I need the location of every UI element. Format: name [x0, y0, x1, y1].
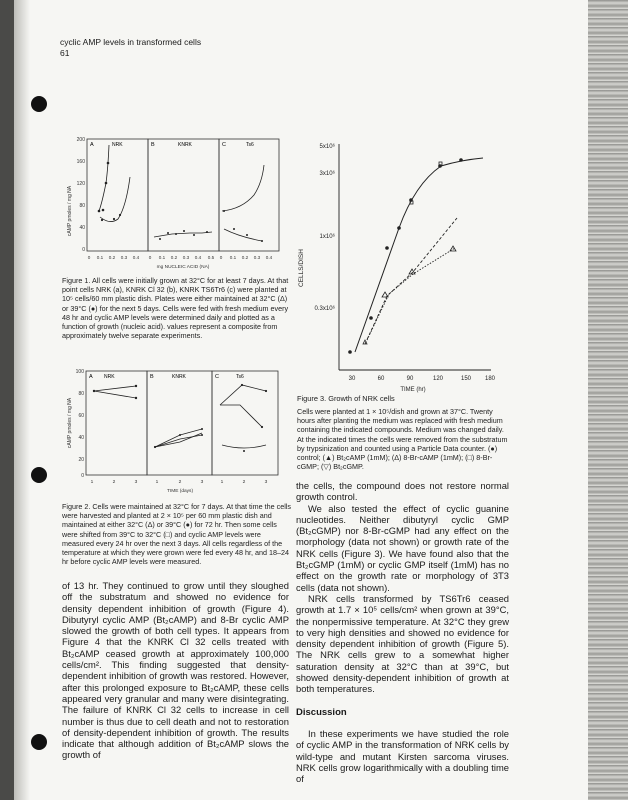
- fig2-panel-b-letter: B: [150, 374, 154, 380]
- fig2-ytick: 20: [78, 457, 84, 463]
- fig2-panel-a-frame: [86, 371, 147, 475]
- fig1-a-curve-32: [100, 177, 130, 222]
- fig3-ytick: 5x10⁶: [319, 144, 335, 150]
- right-body-paragraph-3: NRK cells transformed by TS6Tr6 ceased growth at 1.7 × 10⁵ cells/cm² when grown at 39°C, the nonpermissive temperature. At 32°C they grew to very high densities and showed no evidence for density dependent inhibition of growth (Figure 5). The NRK cells grew to a somewhat higher saturation density at 32°C than at 39°C, but showed density-dependent inhibition of growth at both temperatures.: [296, 592, 509, 695]
- fig3-ytick: 0.3x10⁶: [314, 306, 335, 312]
- fig1-panel-c-frame: [219, 139, 279, 251]
- fig3-treated-points: [363, 162, 456, 344]
- fig1-xtick: 0.1: [96, 255, 104, 260]
- fig1-ytick: 0: [82, 247, 85, 253]
- fig3-y-ticks: [315, 143, 336, 312]
- punch-hole-bottom: [31, 734, 47, 750]
- fig2-xtick: 3: [200, 480, 204, 485]
- fig2-a-line-2: [94, 391, 136, 398]
- punch-hole-top: [31, 96, 47, 112]
- figure-2-caption: Figure 2. Cells were maintained at 32°C for 7 days. At that time the cells were harvested and planted at 2 × 10⁵ per 60 mm plastic dish and maintained at either 32°C (Δ) or 39°C (●) for 72 hr. Then some cells were shifted from 39°C to 32°C (□) and cyclic AMP levels were measured every 24 hr over the next 3 days. All cells regardless of the temperature at which they were grown were fed every 48 hr, and 18–24 hr before cyclic AMP levels were measured.: [62, 502, 291, 567]
- running-title: cyclic AMP levels in transformed cells: [60, 37, 202, 47]
- fig3-x-ticks: [349, 376, 495, 382]
- right-body-paragraph-2: We also tested the effect of cyclic guanine nucleotides. Neither dibutyryl cyclic GMP (Bt₂cGMP) nor 8-Br-cGMP had any effect on the morphology (data not shown) or growth rate of the NRK cells (Figure 3). We have found also that the Bt₂cGMP (1mM) or cyclic GMP itself (1mM) has no effect on the growth rate or morphology of 3T3 cells (data not shown).: [296, 502, 509, 593]
- fig1-x-ticks: [88, 255, 273, 260]
- fig1-xtick: 0.3: [182, 255, 190, 260]
- fig2-xtick: 2: [112, 480, 116, 485]
- section-heading-discussion: Discussion: [296, 706, 347, 718]
- fig2-c-points: [241, 384, 267, 452]
- scan-left-shadow: [14, 0, 30, 800]
- fig1-xtick: 0: [148, 255, 152, 260]
- fig2-ytick: 40: [78, 435, 84, 441]
- fig3-xtick: 180: [484, 376, 495, 382]
- fig2-xtick: 3: [264, 480, 268, 485]
- fig2-ytick: 100: [75, 369, 84, 375]
- fig1-xlabel: mg NUCLEIC ACID (NA): [156, 265, 210, 270]
- fig1-xtick: 0.3: [253, 255, 261, 260]
- fig1-xtick: 0.4: [194, 255, 202, 260]
- fig2-panel-c-label: Ts6: [236, 374, 244, 380]
- fig1-xtick: 0.3: [120, 255, 128, 260]
- fig1-panel-a-letter: A: [90, 142, 94, 148]
- fig2-b-line-1: [155, 429, 202, 447]
- fig3-ytick: 1x10⁶: [319, 234, 335, 240]
- fig2-ylabel: cAMP pmoles / mg NA: [67, 397, 73, 449]
- punch-hole-middle: [31, 467, 47, 483]
- fig3-8br-camp-line: [367, 248, 455, 340]
- fig1-panel-c-label: Ts6: [246, 142, 254, 148]
- fig2-x-ticks: [91, 479, 268, 485]
- right-column-body: [296, 480, 509, 784]
- fig2-y-ticks: [76, 369, 85, 479]
- fig2-xtick: 1: [155, 480, 159, 485]
- fig3-ylabel: CELLS/DISH: [298, 249, 305, 287]
- fig1-ytick: 40: [79, 225, 85, 231]
- fig2-xtick: 1: [90, 480, 94, 485]
- fig1-panel-a-label: NRK: [112, 142, 123, 148]
- fig3-xlabel: TIME (hr): [400, 387, 426, 393]
- fig3-control-curve: [355, 158, 483, 352]
- fig3-ytick: 3x10⁶: [319, 171, 335, 177]
- fig1-b-curve: [154, 232, 212, 237]
- fig2-xtick: 1: [220, 480, 224, 485]
- figure-3-caption-title: Figure 3. Growth of NRK cells: [297, 394, 395, 403]
- fig1-xtick: 0.4: [265, 255, 273, 260]
- fig2-ytick: 60: [78, 413, 84, 419]
- fig2-xtick: 2: [242, 480, 246, 485]
- fig1-c-curve-39: [224, 229, 262, 241]
- fig1-c-points: [223, 210, 263, 242]
- fig3-xtick: 30: [348, 376, 356, 382]
- right-body-paragraph-1: the cells, the compound does not restore normal growth control.: [296, 480, 509, 503]
- fig3-xtick: 90: [406, 376, 414, 382]
- fig1-panel-b-letter: B: [151, 142, 155, 148]
- fig1-xtick: 0.2: [108, 255, 116, 260]
- fig2-c-line-1: [220, 385, 266, 405]
- fig1-xtick: 0.1: [158, 255, 166, 260]
- fig1-xtick: 0.1: [229, 255, 237, 260]
- fig3-xtick: 150: [460, 376, 472, 382]
- fig2-panel-b-label: KNRK: [172, 374, 186, 380]
- fig1-xtick: 0.5: [207, 255, 215, 260]
- fig2-a-line-1: [94, 386, 136, 391]
- fig1-ytick: 160: [76, 159, 85, 165]
- fig1-a-points: [98, 162, 121, 221]
- figure-3: [295, 138, 495, 396]
- fig2-panel-b-frame: [147, 371, 212, 475]
- fig1-xtick: 0.4: [132, 255, 140, 260]
- page-number: 61: [60, 48, 70, 58]
- fig3-xtick: 60: [377, 376, 385, 382]
- fig2-ytick: 0: [81, 473, 84, 479]
- fig2-xtick: 2: [178, 480, 182, 485]
- fig2-panel-a-label: NRK: [104, 374, 115, 380]
- fig1-ytick: 80: [79, 203, 85, 209]
- fig2-panel-c-frame: [212, 371, 278, 475]
- fig3-xtick: 120: [432, 376, 444, 382]
- fig1-xtick: 0.2: [170, 255, 178, 260]
- fig2-c-line-2: [220, 405, 262, 427]
- fig1-ylabel: cAMP pmoles / mg NA: [67, 185, 73, 237]
- fig1-xtick: 0: [219, 255, 223, 260]
- fig2-ytick: 80: [78, 391, 84, 397]
- fig2-c-line-3: [222, 445, 266, 448]
- fig1-xtick: 0: [87, 255, 91, 260]
- fig2-b-line-2: [155, 435, 202, 447]
- fig1-ytick: 120: [76, 181, 85, 187]
- figure-3-caption: Cells were planted at 1 × 10⁵/dish and grown at 37°C. Twenty hours after planting the medium was replaced with fresh medium containing the indicated compounds. Medium was changed daily. At the indicated times the cells were removed from the substratum by trypsinization and counted using a Particle Data counter. (●) control; (▲) Bt₂cAMP (1mM); (Δ) 8-Br-cAMP (1mM); (□) 8-Br-cGMP; (▽) Bt₂cGMP.: [297, 407, 508, 472]
- fig1-panel-b-label: KNRK: [178, 142, 192, 148]
- figure-1-caption: Figure 1. All cells were initially grown at 32°C for at least 7 days. At that point cells NRK (a), KNRK Cl 32 (b), KNRK TS6Tr6 (c) were planted at 10⁵ cells/60 mm plastic dish. Plates were either maintained at 32°C (Δ) or 39°C (●) for the next 5 days. Cells were fed with fresh medium every 48 hr and cyclic AMP levels were determined daily and plotted as a function of growth (nucleic acid). values represent a composite from approximately twelve separate experiments.: [62, 276, 289, 341]
- right-body-paragraph-4: In these experiments we have studied the role of cyclic AMP in the transformation of NRK cells by wild-type and mutant Kirsten sarcoma viruses. NRK cells grow logarithmically with a doubling time of: [296, 727, 509, 785]
- fig2-panel-a-letter: A: [89, 374, 93, 380]
- figure-2: [62, 365, 284, 495]
- fig3-bt2camp-line: [365, 218, 457, 344]
- fig2-xlabel: TIME (days): [166, 489, 194, 494]
- fig1-a-curve-39: [99, 145, 109, 211]
- fig1-xtick: 0.2: [241, 255, 249, 260]
- scan-left-edge: [0, 0, 14, 800]
- fig1-ytick: 200: [76, 137, 85, 143]
- scan-right-edge: [588, 0, 628, 800]
- left-body-paragraph: of 13 hr. They continued to grow until they sloughed off the substratum and showed no evidence for density dependent inhibition of growth (Figure 4). Dibutyryl cyclic AMP (Bt₂cAMP) and 8-Br cyclic AMP slowed the growth of both cell types. It appears from Figure 4 that the KNRK Cl 32 cells treated with Bt₂cAMP ceased growth at approximately 100,000 cells/cm². This finding suggested that density-dependent inhibition of growth was restored. However, after this prolonged exposure to Bt₂cAMP, these cells appeared very granular and many were disintegrating. The failure of KNRK Cl 32 cells to increase in cell number is thus due to cell death and not to restoration of density-dependent inhibition of growth. The results indicate that although addition of Bt₂cAMP slows the growth of: [62, 580, 289, 761]
- fig1-panel-a-frame: [87, 139, 148, 251]
- figure-1: [62, 133, 284, 273]
- fig1-c-curve-32: [222, 165, 264, 211]
- fig1-y-ticks: [77, 137, 86, 253]
- fig1-panel-b-frame: [148, 139, 219, 251]
- fig2-panel-c-letter: C: [215, 374, 219, 380]
- fig1-panel-c-letter: C: [222, 142, 226, 148]
- fig2-xtick: 3: [134, 480, 138, 485]
- fig3-control-points: [348, 158, 463, 354]
- left-column-body: [62, 580, 289, 761]
